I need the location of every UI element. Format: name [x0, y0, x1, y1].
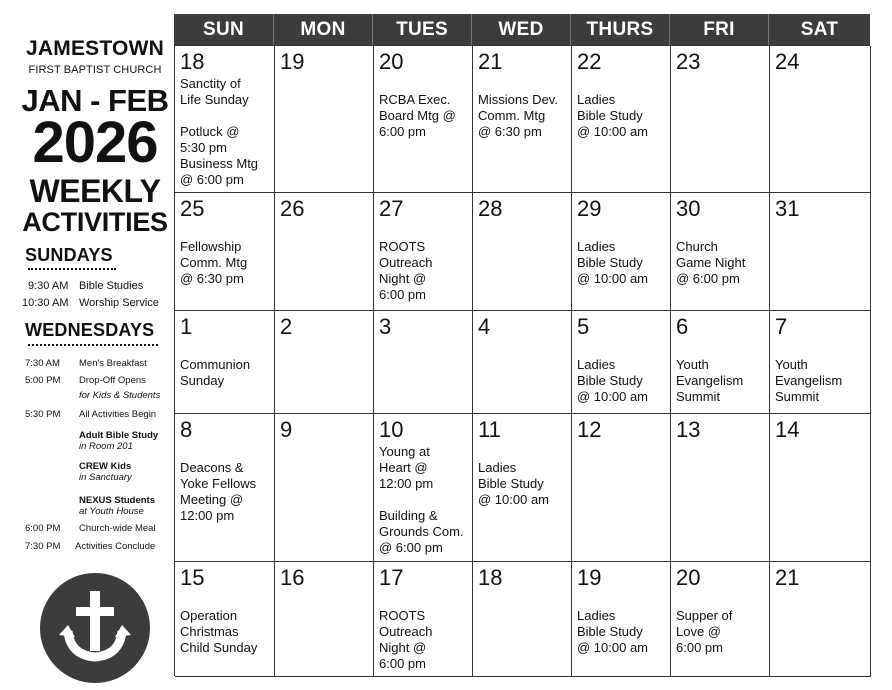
- calendar-day-cell[interactable]: [671, 193, 770, 311]
- calendar-day-cell[interactable]: [671, 562, 770, 677]
- calendar-day-cell[interactable]: [374, 562, 473, 677]
- calendar-event[interactable]: Ladies Bible Study @ 10:00 am: [478, 460, 550, 507]
- day-number: 26: [280, 196, 305, 221]
- calendar-day-cell[interactable]: [770, 414, 871, 562]
- day-number: 25: [180, 196, 205, 221]
- schedule-label: Worship Service: [79, 297, 159, 309]
- day-header-tues: TUES: [373, 14, 472, 45]
- sundays-divider: [28, 268, 116, 270]
- wednesday-schedule-item: [0, 409, 172, 422]
- wednesdays-divider: [28, 344, 158, 346]
- sunday-schedule-item: [0, 280, 172, 294]
- calendar-day-cell[interactable]: [275, 414, 374, 562]
- schedule-time: 10:30 AM: [22, 297, 69, 309]
- day-number: 6: [676, 314, 689, 339]
- day-number: 12: [577, 417, 602, 442]
- day-number: 5: [577, 314, 590, 339]
- wednesday-schedule-subitem: [0, 472, 172, 485]
- schedule-label: Activities Conclude: [75, 541, 156, 552]
- schedule-sublabel: in Room 201: [79, 441, 133, 452]
- day-number: 4: [478, 314, 491, 339]
- schedule-time: 7:30 PM: [25, 541, 61, 552]
- calendar-event[interactable]: ROOTS Outreach Night @ 6:00 pm: [379, 239, 433, 302]
- church-name: JAMESTOWN: [26, 37, 164, 60]
- day-number: 23: [676, 49, 701, 74]
- calendar-day-cell[interactable]: [572, 193, 671, 311]
- schedule-label: Men's Breakfast: [79, 358, 147, 369]
- schedule-label: Drop-Off Opens: [79, 375, 146, 386]
- calendar-day-cell[interactable]: [275, 193, 374, 311]
- calendar-event[interactable]: ROOTS Outreach Night @ 6:00 pm: [379, 608, 433, 671]
- calendar-event[interactable]: Ladies Bible Study @ 10:00 am: [577, 357, 649, 404]
- day-number: 9: [280, 417, 293, 442]
- day-header-sun: SUN: [174, 14, 274, 45]
- calendar-day-cell[interactable]: [473, 311, 572, 414]
- wednesday-schedule-item: [0, 375, 172, 388]
- calendar-event[interactable]: Sanctity of Life Sunday: [180, 76, 249, 107]
- calendar-day-cell[interactable]: [473, 193, 572, 311]
- schedule-time: 5:00 PM: [25, 375, 61, 386]
- day-number: 7: [775, 314, 788, 339]
- day-number: 31: [775, 196, 800, 221]
- day-number: 16: [280, 565, 305, 590]
- title-weekly: WEEKLY: [29, 173, 161, 209]
- schedule-label: All Activities Begin: [79, 409, 157, 420]
- schedule-label: Adult Bible Study: [79, 430, 159, 441]
- wednesday-schedule-item: [0, 523, 172, 536]
- date-range: JAN - FEB: [21, 83, 169, 118]
- calendar-event[interactable]: Potluck @ 5:30 pm Business Mtg @ 6:00 pm: [180, 124, 259, 187]
- calendar-day-cell[interactable]: [572, 414, 671, 562]
- day-number: 10: [379, 417, 404, 442]
- calendar-day-cell[interactable]: [572, 562, 671, 677]
- calendar-event[interactable]: Ladies Bible Study @ 10:00 am: [577, 239, 649, 286]
- calendar-day-cell[interactable]: [175, 193, 275, 311]
- calendar-day-cell[interactable]: [473, 46, 572, 193]
- calendar-day-cell[interactable]: [671, 414, 770, 562]
- calendar-day-cell[interactable]: [374, 414, 473, 562]
- calendar-event[interactable]: RCBA Exec. Board Mtg @ 6:00 pm: [379, 92, 456, 139]
- day-header-fri: FRI: [670, 14, 769, 45]
- calendar-day-cell[interactable]: [275, 46, 374, 193]
- day-number: 3: [379, 314, 392, 339]
- calendar-day-cell[interactable]: [473, 414, 572, 562]
- day-number: 11: [478, 417, 501, 442]
- calendar-day-cell[interactable]: [770, 46, 871, 193]
- day-number: 1: [180, 314, 193, 339]
- calendar-event[interactable]: Ladies Bible Study @ 10:00 am: [577, 92, 649, 139]
- day-number: 17: [379, 565, 404, 590]
- wednesday-schedule-subitem: [0, 506, 172, 519]
- schedule-label: Church-wide Meal: [79, 523, 156, 534]
- calendar-day-cell[interactable]: [671, 46, 770, 193]
- calendar-day-cell[interactable]: [275, 562, 374, 677]
- calendar-day-cell[interactable]: [671, 311, 770, 414]
- day-number: 8: [180, 417, 193, 442]
- day-header-thurs: THURS: [571, 14, 670, 45]
- day-number: 14: [775, 417, 800, 442]
- calendar-event[interactable]: Operation Christmas Child Sunday: [180, 608, 258, 655]
- wednesday-schedule-item: [0, 358, 172, 371]
- calendar-day-cell[interactable]: [770, 562, 871, 677]
- day-number: 20: [676, 565, 701, 590]
- calendar-grid: [174, 45, 870, 676]
- calendar-day-cell[interactable]: [175, 311, 275, 414]
- calendar-day-cell[interactable]: [572, 311, 671, 414]
- calendar-event[interactable]: Church Game Night @ 6:00 pm: [676, 239, 746, 286]
- calendar-header-row: [174, 14, 870, 45]
- wednesdays-heading: WEDNESDAYS: [25, 320, 155, 340]
- schedule-time: 5:30 PM: [25, 409, 61, 420]
- calendar-event[interactable]: Building & Grounds Com. @ 6:00 pm: [379, 508, 464, 555]
- calendar-event[interactable]: Fellowship Comm. Mtg @ 6:30 pm: [180, 239, 248, 286]
- calendar-day-cell[interactable]: [175, 562, 275, 677]
- day-header-wed: WED: [472, 14, 571, 45]
- schedule-time: 6:00 PM: [25, 523, 61, 534]
- wednesday-schedule-subitem: [0, 390, 172, 403]
- day-number: 2: [280, 314, 293, 339]
- schedule-sublabel: in Sanctuary: [79, 472, 132, 483]
- schedule-sublabel: for Kids & Students: [79, 390, 161, 401]
- calendar-event[interactable]: Ladies Bible Study @ 10:00 am: [577, 608, 649, 655]
- schedule-time: 9:30 AM: [28, 280, 69, 292]
- day-number: 18: [478, 565, 503, 590]
- wednesday-schedule-item: [0, 541, 172, 554]
- calendar-day-cell[interactable]: [572, 46, 671, 193]
- schedule-label: Bible Studies: [79, 280, 144, 292]
- schedule-label: NEXUS Students: [79, 495, 156, 506]
- day-header-mon: MON: [274, 14, 373, 45]
- calendar-event[interactable]: Communion Sunday: [180, 357, 251, 388]
- calendar-day-cell[interactable]: [175, 46, 275, 193]
- day-number: 20: [379, 49, 404, 74]
- day-number: 22: [577, 49, 602, 74]
- day-number: 24: [775, 49, 800, 74]
- schedule-time: 7:30 AM: [25, 358, 60, 369]
- day-number: 13: [676, 417, 701, 442]
- year: 2026: [32, 110, 158, 175]
- schedule-sublabel: at Youth House: [79, 506, 144, 517]
- church-subtitle: FIRST BAPTIST CHURCH: [28, 64, 162, 76]
- anchor-cross-icon: [40, 573, 150, 683]
- sundays-heading: SUNDAYS: [25, 245, 113, 265]
- calendar-day-cell[interactable]: [374, 193, 473, 311]
- calendar-day-cell[interactable]: [770, 311, 871, 414]
- calendar-day-cell[interactable]: [374, 311, 473, 414]
- day-number: 30: [676, 196, 701, 221]
- calendar-day-cell[interactable]: [770, 193, 871, 311]
- wednesday-schedule-subitem: [0, 441, 172, 454]
- calendar-event[interactable]: Youth Evangelism Summit: [775, 357, 843, 404]
- calendar-event[interactable]: Deacons & Yoke Fellows Meeting @ 12:00 pm: [180, 460, 257, 523]
- day-number: 15: [180, 565, 205, 590]
- schedule-label: CREW Kids: [79, 461, 132, 472]
- day-number: 19: [280, 49, 305, 74]
- sunday-schedule-item: [0, 297, 172, 311]
- calendar-event[interactable]: Supper of Love @ 6:00 pm: [676, 608, 733, 655]
- calendar-event[interactable]: Youth Evangelism Summit: [676, 357, 744, 404]
- day-number: 29: [577, 196, 602, 221]
- calendar-event[interactable]: Young at Heart @ 12:00 pm: [379, 444, 434, 491]
- day-number: 28: [478, 196, 503, 221]
- day-number: 21: [775, 565, 800, 590]
- calendar: [174, 14, 870, 676]
- calendar-event[interactable]: Missions Dev. Comm. Mtg @ 6:30 pm: [478, 92, 558, 139]
- day-number: 21: [478, 49, 503, 74]
- day-number: 19: [577, 565, 602, 590]
- calendar-day-cell[interactable]: [275, 311, 374, 414]
- day-number: 27: [379, 196, 404, 221]
- day-header-sat: SAT: [800, 19, 839, 40]
- calendar-day-cell[interactable]: [473, 562, 572, 677]
- calendar-day-cell[interactable]: [175, 414, 275, 562]
- sidebar: [0, 0, 172, 690]
- title-activities: ACTIVITIES: [22, 207, 168, 237]
- day-number: 18: [180, 49, 205, 74]
- calendar-day-cell[interactable]: [374, 46, 473, 193]
